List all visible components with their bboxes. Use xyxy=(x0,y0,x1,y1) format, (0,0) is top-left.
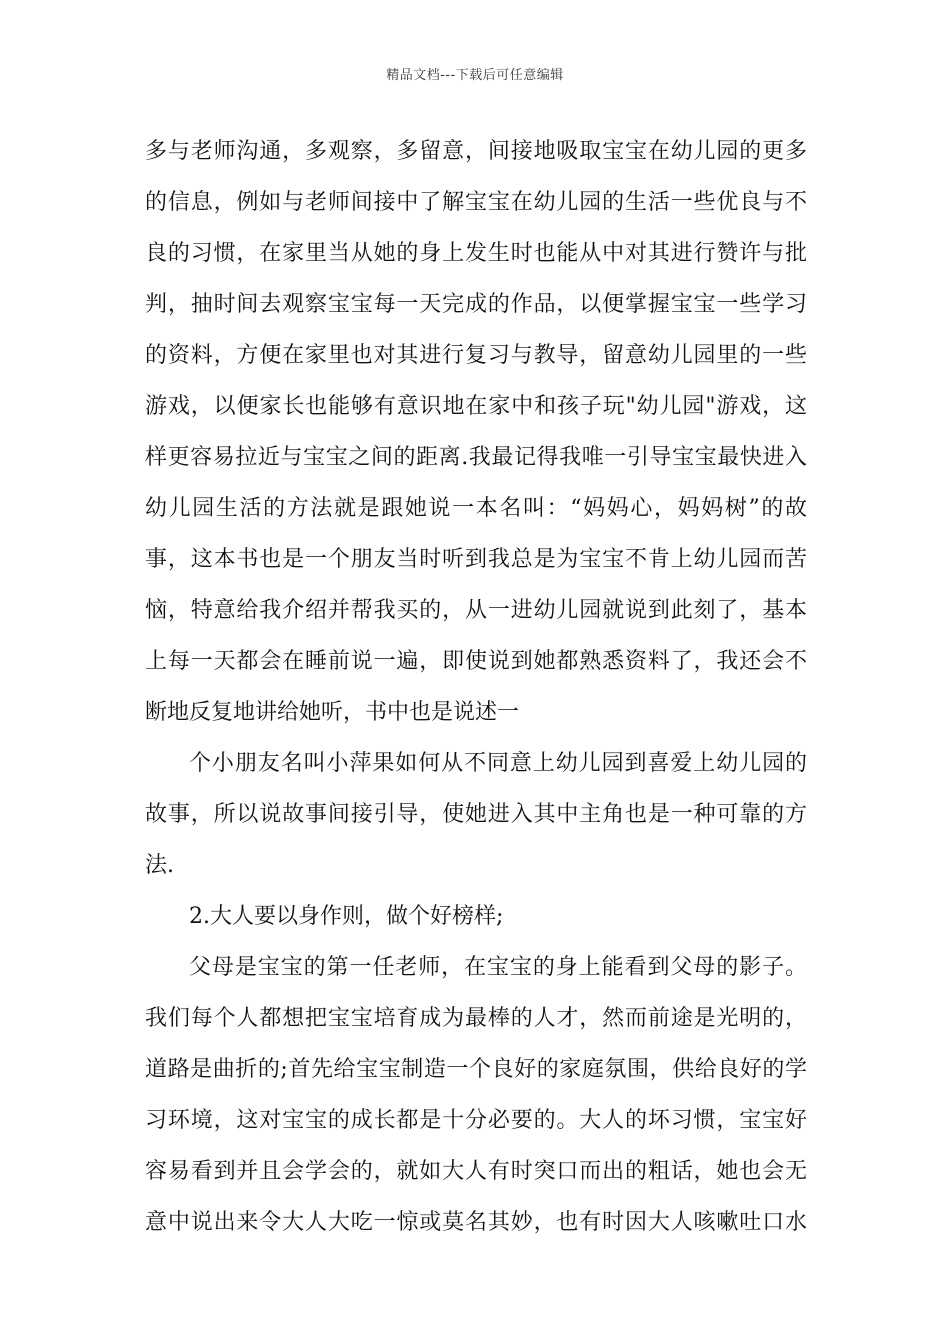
text-line: 多与老师沟通，多观察，多留意，间接地吸取宝宝在幼儿园的更多 xyxy=(145,139,807,164)
text-line: 的资料，方便在家里也对其进行复习与教导，留意幼儿园里的一些 xyxy=(145,343,807,368)
section-heading: 2.大人要以身作则，做个好榜样; xyxy=(189,904,504,929)
text-line: 意中说出来令大人大吃一惊或莫名其妙，也有时因大人咳嗽吐口水 xyxy=(145,1210,807,1235)
text-line: 法. xyxy=(145,853,174,878)
document-body xyxy=(145,126,807,1248)
text-line: 判，抽时间去观察宝宝每一天完成的作品，以便掌握宝宝一些学习 xyxy=(145,292,807,317)
text-line: 道路是曲折的;首先给宝宝制造一个良好的家庭氛围，供给良好的学 xyxy=(145,1057,807,1082)
text-line: 事，这本书也是一个朋友当时听到我总是为宝宝不肯上幼儿园而苦 xyxy=(145,547,807,572)
text-line: 容易看到并且会学会的，就如大人有时突口而出的粗话，她也会无 xyxy=(145,1159,807,1184)
text-line: 的信息，例如与老师间接中了解宝宝在幼儿园的生活一些优良与不 xyxy=(145,190,807,215)
text-line: 我们每个人都想把宝宝培育成为最棒的人才，然而前途是光明的， xyxy=(145,1006,807,1031)
text-line: 父母是宝宝的第一任老师，在宝宝的身上能看到父母的影子。 xyxy=(189,955,807,980)
text-line: 恼，特意给我介绍并帮我买的，从一进幼儿园就说到此刻了，基本 xyxy=(145,598,807,623)
text-line: 故事，所以说故事间接引导，使她进入其中主角也是一种可靠的方 xyxy=(145,802,807,827)
text-line: 游戏，以便家长也能够有意识地在家中和孩子玩"幼儿园"游戏，这 xyxy=(145,394,807,419)
text-line: 断地反复地讲给她听，书中也是说述一 xyxy=(145,700,520,725)
text-line: 个小朋友名叫小萍果如何从不同意上幼儿园到喜爱上幼儿园的 xyxy=(189,751,807,776)
text-line: 上每一天都会在睡前说一遍，即使说到她都熟悉资料了，我还会不 xyxy=(145,649,807,674)
text-line: 习环境，这对宝宝的成长都是十分必要的。大人的坏习惯，宝宝好 xyxy=(145,1108,807,1133)
text-line: 幼儿园生活的方法就是跟她说一本名叫：“妈妈心，妈妈树”的故 xyxy=(145,496,807,521)
text-line: 样更容易拉近与宝宝之间的距离.我最记得我唯一引导宝宝最快进入 xyxy=(145,445,807,470)
text-line: 良的习惯，在家里当从她的身上发生时也能从中对其进行赞许与批 xyxy=(145,241,807,266)
page-header: 精品文档---下载后可任意编辑 xyxy=(386,68,564,83)
